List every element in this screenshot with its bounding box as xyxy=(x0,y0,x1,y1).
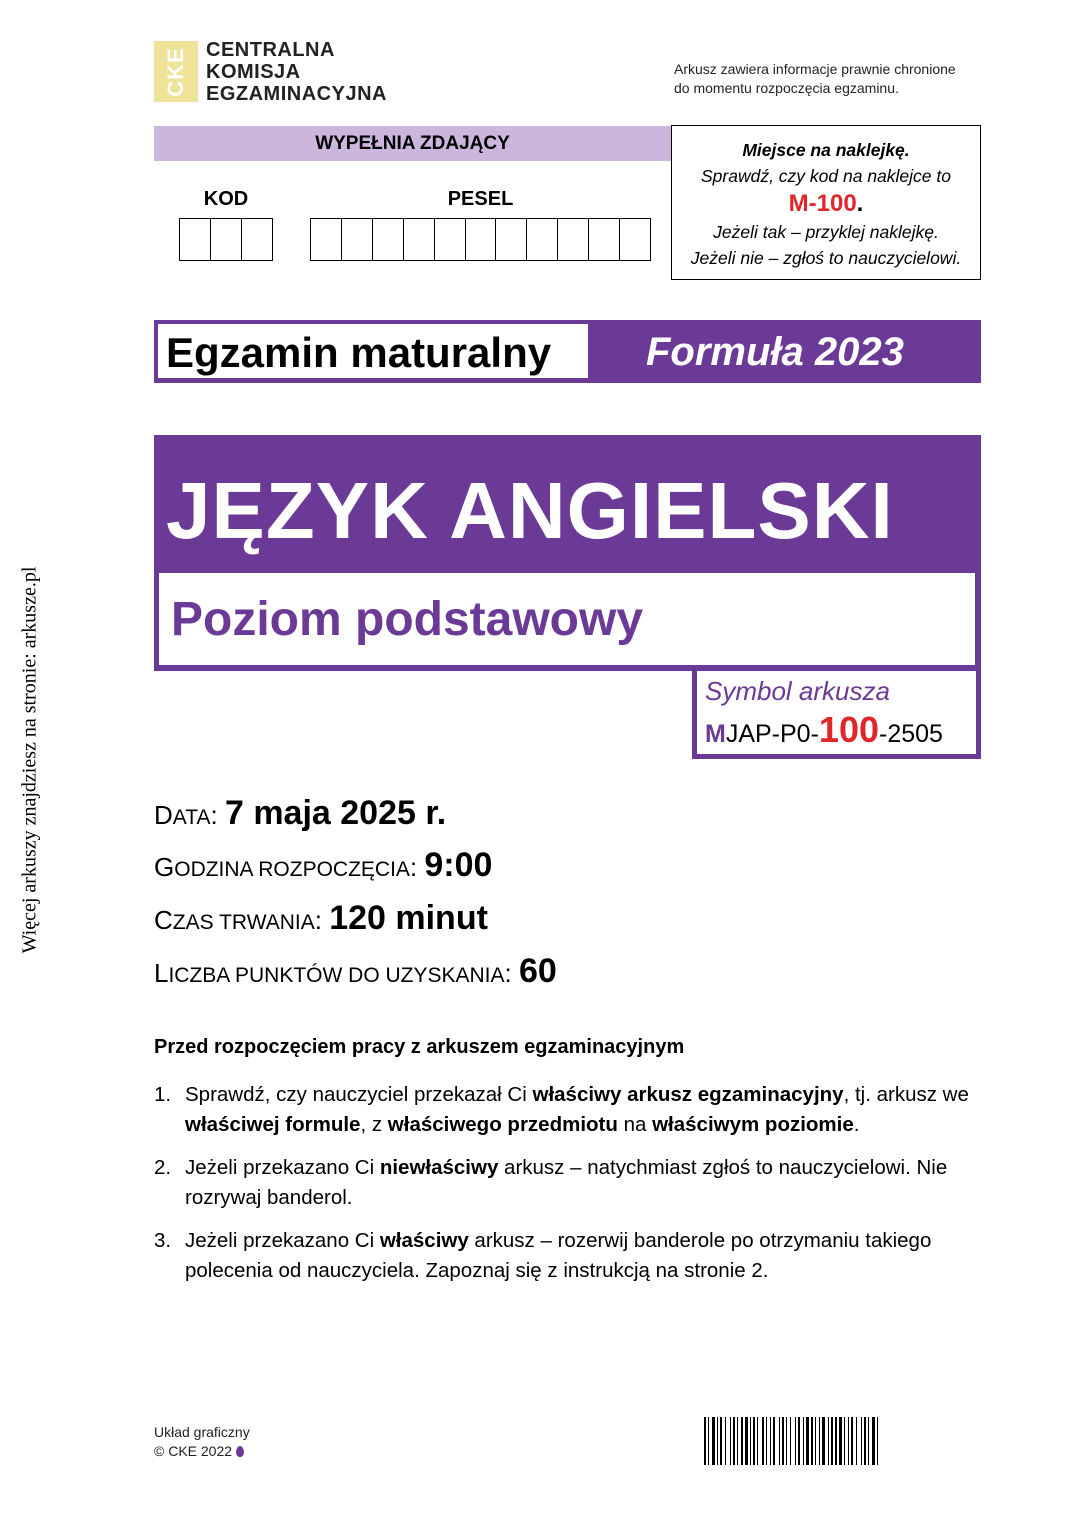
bold-run: właściwego przedmiotu xyxy=(387,1112,618,1136)
side-watermark: Więcej arkuszy znajdziesz na stronie: arkusze.pl xyxy=(18,566,41,954)
bold-run: właściwej formule xyxy=(185,1112,361,1136)
sticker-code-line xyxy=(672,189,980,219)
text-run: , z xyxy=(360,1112,388,1136)
pesel-box[interactable] xyxy=(373,219,404,260)
sheet-symbol-label: Symbol arkusza xyxy=(705,676,890,706)
cke-logo-text xyxy=(206,39,387,105)
exam-name: Egzamin maturalny xyxy=(166,329,552,376)
pesel-box[interactable] xyxy=(466,219,497,260)
text-run: , tj. arkusz we xyxy=(843,1083,969,1106)
footer-line-1: Układ graficzny xyxy=(154,1424,250,1440)
logo-line-3: EGZAMINACYJNA xyxy=(206,83,387,105)
level-box xyxy=(159,573,975,665)
info-duration-label: ZAS TRWANIA xyxy=(172,911,315,934)
sticker-no-text: Jeżeli nie – zgłoś to nauczycielowi. xyxy=(690,248,962,268)
info-start-value: 9:00 xyxy=(424,846,493,884)
barcode-icon xyxy=(704,1417,968,1465)
instruction-text xyxy=(185,1080,974,1139)
subject-level: Poziom podstawowy xyxy=(171,593,644,646)
logo-mark-text: CKE xyxy=(163,46,188,97)
kod-box[interactable] xyxy=(211,219,242,260)
sticker-code-suffix: . xyxy=(856,190,864,217)
info-date xyxy=(154,794,446,833)
bold-run: niewłaściwy xyxy=(379,1156,499,1179)
instruction-item-3 xyxy=(154,1226,974,1285)
kod-label: KOD xyxy=(203,188,249,210)
pesel-box[interactable] xyxy=(342,219,373,260)
sheet-symbol-inner xyxy=(697,671,976,754)
kod-box[interactable] xyxy=(180,219,211,260)
sticker-code: M-100 xyxy=(788,190,857,217)
sticker-check-text: Sprawdź, czy kod na naklejce to xyxy=(701,166,951,186)
sheet-symbol-box xyxy=(692,671,981,759)
pesel-box[interactable] xyxy=(404,219,435,260)
text-run: arkusz – rozerwij banderole po otrzymaniu takiego polecenia od nauczyciela. Zapoznaj się z instrukcją na stronie 2. xyxy=(185,1229,932,1282)
info-points-value: 60 xyxy=(518,952,557,990)
info-duration xyxy=(154,899,488,938)
footer-line-2 xyxy=(154,1442,250,1461)
info-start-time xyxy=(154,846,492,885)
info-points-label: ICZBA PUNKTÓW DO UZYSKANIA xyxy=(168,964,505,987)
pesel-box[interactable] xyxy=(435,219,466,260)
instruction-item-2 xyxy=(154,1153,974,1212)
instruction-list xyxy=(154,1080,974,1299)
symbol-suffix: -2505 xyxy=(879,720,943,748)
exam-formula: Formuła 2023 xyxy=(646,330,904,374)
candidate-fill-header: WYPEŁNIA ZDAJĄCY xyxy=(154,126,671,161)
info-points-cap: L xyxy=(154,958,169,988)
info-duration-value: 120 minut xyxy=(329,899,488,937)
legal-notice xyxy=(674,60,956,98)
footer-credits xyxy=(154,1423,250,1461)
instruction-number: 2. xyxy=(154,1156,172,1179)
pesel-box[interactable] xyxy=(620,219,650,260)
pesel-box[interactable] xyxy=(311,219,342,260)
info-points-colon: : xyxy=(504,958,519,988)
bold-run: właściwym poziomie xyxy=(652,1112,854,1136)
text-run: na xyxy=(617,1112,653,1136)
notice-line-2: do momentu rozpoczęcia egzaminu. xyxy=(674,80,899,96)
info-date-colon: : xyxy=(210,800,225,830)
bold-run: właściwy xyxy=(379,1229,469,1252)
info-date-value: 7 maja 2025 r. xyxy=(224,794,447,832)
pesel-box[interactable] xyxy=(558,219,589,260)
pesel-input-boxes[interactable] xyxy=(310,218,651,261)
text-run: Sprawdź, czy nauczyciel przekazał Ci xyxy=(185,1083,533,1106)
symbol-prefix-m: M xyxy=(705,720,726,748)
instruction-text xyxy=(185,1153,974,1212)
footer-copyright: © CKE 2022 xyxy=(154,1443,233,1459)
pesel-box[interactable] xyxy=(589,219,620,260)
instruction-number: 3. xyxy=(154,1229,172,1252)
info-start-cap: G xyxy=(154,852,175,882)
pesel-box[interactable] xyxy=(496,219,527,260)
symbol-prefix-rest: JAP-P0- xyxy=(725,720,819,748)
text-run: Jeżeli przekazano Ci xyxy=(185,1156,380,1179)
pesel-label: PESEL xyxy=(447,188,514,210)
symbol-number: 100 xyxy=(818,709,879,750)
info-duration-cap: C xyxy=(154,905,173,935)
kod-input-boxes[interactable] xyxy=(179,218,273,261)
info-date-cap: D xyxy=(154,800,173,830)
notice-line-1: Arkusz zawiera informacje prawnie chronione xyxy=(674,61,956,77)
info-points xyxy=(154,952,557,991)
instruction-number: 1. xyxy=(154,1083,172,1106)
exam-header-band xyxy=(154,320,981,383)
logo-line-2: KOMISJA xyxy=(206,61,301,83)
bold-run: właściwy arkusz egzaminacyjny xyxy=(532,1083,844,1106)
sticker-yes-text: Jeżeli tak – przyklej naklejkę. xyxy=(713,222,939,242)
text-run: Jeżeli przekazano Ci xyxy=(185,1229,380,1252)
subject-block xyxy=(154,435,981,671)
instruction-item-1 xyxy=(154,1080,974,1139)
sticker-title: Miejsce na naklejkę. xyxy=(742,140,910,160)
instructions-title: Przed rozpoczęciem pracy z arkuszem egzaminacyjnym xyxy=(154,1036,685,1058)
info-start-label: ODZINA ROZPOCZĘCIA xyxy=(174,858,410,881)
instruction-text xyxy=(185,1226,974,1285)
text-run: arkusz – natychmiast zgłoś to nauczycielowi. Nie rozrywaj banderol. xyxy=(185,1156,948,1209)
info-duration-colon: : xyxy=(314,905,330,935)
subject-title: JĘZYK ANGIELSKI xyxy=(166,466,894,555)
info-date-label: ATA xyxy=(172,806,211,829)
drop-icon xyxy=(236,1446,244,1457)
sheet-symbol-code xyxy=(705,711,943,753)
sticker-area[interactable] xyxy=(671,125,981,280)
pesel-box[interactable] xyxy=(527,219,558,260)
kod-box[interactable] xyxy=(242,219,272,260)
text-run: . xyxy=(853,1112,860,1136)
info-start-colon: : xyxy=(409,852,425,882)
cke-logo-mark xyxy=(154,41,198,102)
logo-line-1: CENTRALNA xyxy=(206,39,335,61)
